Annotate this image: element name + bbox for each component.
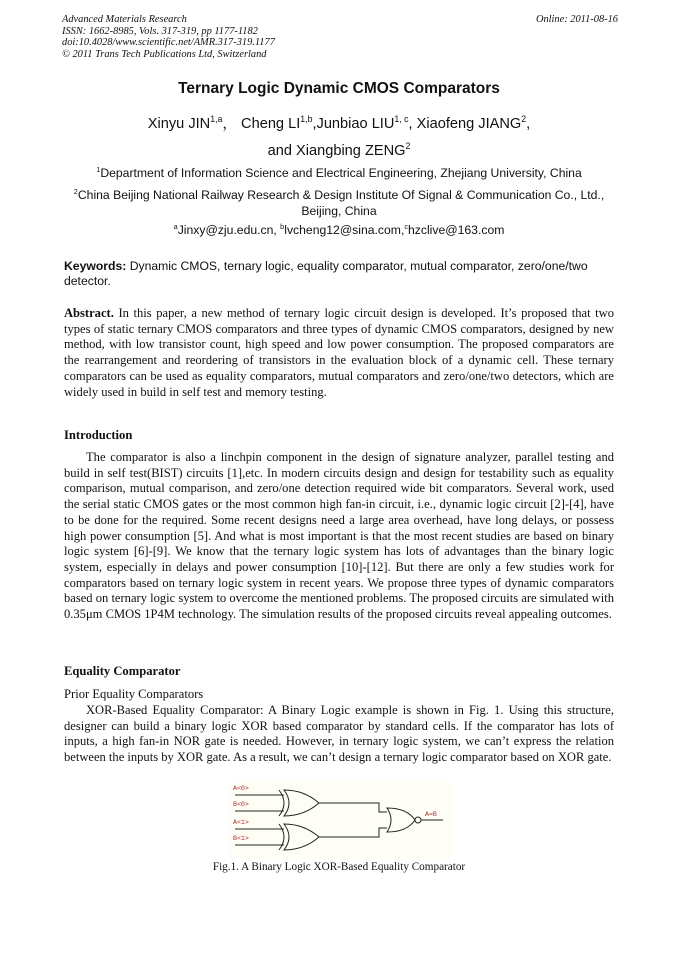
online-date: Online: 2011-08-16	[535, 14, 618, 25]
xor-gate-icon	[284, 824, 319, 850]
author-separator: ,	[408, 116, 417, 132]
xor-gate-icon	[284, 790, 319, 816]
journal-name: Advanced Materials Research	[62, 14, 187, 25]
author-name: Cheng LI	[241, 116, 301, 132]
affiliation-text: China Beijing National Railway Research & Design Institute Of Signal & Communication Co., Ltd., Beijing, China	[77, 188, 605, 218]
email: hzclive@163.com	[408, 223, 505, 237]
abstract	[64, 306, 614, 400]
xor-back-curve	[279, 824, 284, 850]
input-label: B<1>	[233, 835, 249, 842]
abstract-label: Abstract.	[64, 306, 114, 320]
xor-back-curve	[279, 790, 284, 816]
affiliation-text: Department of Information Science and Electrical Engineering, Zhejiang University, China	[100, 166, 582, 180]
email-sup: c	[404, 221, 408, 231]
author-separator: ,	[526, 116, 531, 132]
keywords	[64, 259, 616, 288]
input-label: A<0>	[233, 785, 249, 792]
email: lvcheng12@sina.com,	[284, 223, 405, 237]
author-name: and Xiangbing ZENG	[267, 143, 406, 159]
author-separator: ，	[222, 116, 242, 132]
affiliation-1	[64, 165, 614, 181]
email-sup: a	[173, 221, 178, 231]
journal-doi: doi:10.4028/www.scientific.net/AMR.317-319.1177	[62, 37, 275, 49]
author-line-2	[0, 139, 678, 163]
figure-1-caption: Fig.1. A Binary Logic XOR-Based Equality Comparator	[212, 861, 466, 873]
author-name: Junbiao LIU	[316, 116, 395, 132]
nor-gate-icon	[387, 808, 415, 832]
keywords-text: Dynamic CMOS, ternary logic, equality comparator, mutual comparator, zero/one/two detector.	[64, 259, 588, 288]
output-label: A=B	[425, 811, 437, 818]
input-label: A<1>	[233, 819, 249, 826]
author-line-1	[0, 112, 678, 136]
journal-header	[62, 14, 618, 60]
introduction-text: The comparator is also a linchpin component in the design of signature analyzer, parallel testing and build in self test(BIST) circuits [1],etc. In modern circuits design and design for testability such as equality comparison, mutual comparison, and zero/one detection required wide bit comparators. Several work, used the serial static CMOS gates or the most common high fan-in circuit, i.e., dynamic logic circuit [2]-[4], have to be done for the required. Some recent designs need a large area overhead, have long delays, or possess high power consumption [5]. And what is most important is that the most recent studies are based on binary logic system [6]-[9]. We know that the ternary logic system has lots of advantages than the binary logic system, especially in delays and power consumption [10]-[12]. But there are only a few studies work for comparators based on ternary logic system in recent years. We propose three types of dynamic comparators based on ternary logic system to overcome the mentioned problems. The proposed circuits are simulated with 0.35μm CMOS 1P4M technology. The simulation results of the proposed circuits reveal appealing outcomes.	[64, 450, 614, 622]
author-sup: 1,b	[300, 114, 313, 125]
figure-1-xor-comparator	[229, 782, 451, 858]
email: Jinxy@zju.edu.cn,	[177, 223, 281, 237]
author-sup: 2	[521, 114, 527, 125]
affiliation-sup: 2	[73, 186, 78, 196]
wire	[319, 803, 387, 812]
author-sup: 1,a	[210, 114, 223, 125]
journal-issn: ISSN: 1662-8985, Vols. 317-319, pp 1177-1182	[62, 25, 258, 37]
affiliation-sup: 1	[96, 164, 101, 174]
inverter-bubble	[415, 817, 421, 823]
wire	[319, 828, 387, 837]
journal-copyright: © 2011 Trans Tech Publications Ltd, Switzerland	[62, 48, 267, 60]
equality-heading: Equality Comparator	[64, 664, 181, 678]
author-name: Xiaofeng JIANG	[416, 116, 522, 132]
equality-text: XOR-Based Equality Comparator: A Binary Logic example is shown in Fig. 1. Using this structure, designer can build a binary logic XOR based comparator by standard cells. If the comparator has lots of inputs, a high fan-in NOR gate is needed. However, in ternary logic system, we can’t express the relation between the inputs by XOR gate. As a result, we can’t design a ternary logic comparator based on XOR gate.	[64, 703, 614, 765]
email-sup: b	[280, 221, 285, 231]
logic-diagram	[229, 782, 451, 858]
affiliation-2	[64, 187, 614, 219]
author-emails	[0, 223, 678, 237]
author-name: Xinyu JIN	[147, 116, 211, 132]
author-separator: ,	[312, 116, 317, 132]
abstract-text: In this paper, a new method of ternary logic circuit design is developed. It’s proposed that two types of static ternary CMOS comparators and three types of dynamic CMOS comparators, designed by new method, with low transistor count, high speed and low power consumption. The proposed comparators are the rearrangement and reordering of transistors in the evaluation block of a dynamic cell. These ternary comparators can be used as equality comparators, mutual comparators and zero/one/two detectors, which are widely used in build in self test and memory testing.	[64, 306, 614, 399]
author-sup: 1, c	[394, 114, 409, 125]
equality-subheading: Prior Equality Comparators	[64, 687, 204, 701]
input-label: B<0>	[233, 801, 249, 808]
introduction-heading: Introduction	[64, 428, 133, 442]
author-sup: 2	[405, 141, 411, 152]
paper-title: Ternary Logic Dynamic CMOS Comparators	[178, 80, 500, 97]
keywords-label: Keywords:	[64, 259, 127, 273]
